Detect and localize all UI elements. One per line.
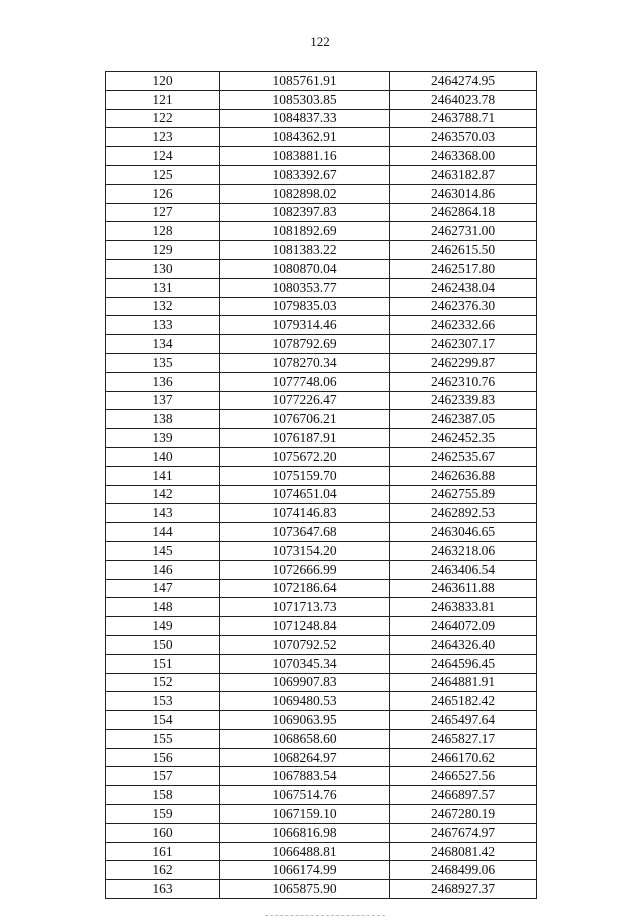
table-row — [106, 823, 537, 842]
point-number-cell: 142 — [106, 485, 220, 504]
y-coordinate-cell: 2463014.86 — [390, 184, 537, 203]
table-row — [106, 673, 537, 692]
x-coordinate-cell: 1076706.21 — [220, 410, 390, 429]
x-coordinate-cell: 1074146.83 — [220, 504, 390, 523]
x-coordinate-cell: 1071713.73 — [220, 598, 390, 617]
point-number-cell: 126 — [106, 184, 220, 203]
point-number-cell: 163 — [106, 880, 220, 899]
point-number-cell: 156 — [106, 748, 220, 767]
point-number-cell: 127 — [106, 203, 220, 222]
point-number-cell: 137 — [106, 391, 220, 410]
point-number-cell: 134 — [106, 335, 220, 354]
x-coordinate-cell: 1069063.95 — [220, 711, 390, 730]
y-coordinate-cell: 2462387.05 — [390, 410, 537, 429]
table-row — [106, 184, 537, 203]
x-coordinate-cell: 1082397.83 — [220, 203, 390, 222]
table-row — [106, 541, 537, 560]
table-row — [106, 147, 537, 166]
x-coordinate-cell: 1069907.83 — [220, 673, 390, 692]
table-row — [106, 372, 537, 391]
y-coordinate-cell: 2463611.88 — [390, 579, 537, 598]
point-number-cell: 136 — [106, 372, 220, 391]
table-row — [106, 259, 537, 278]
x-coordinate-cell: 1079835.03 — [220, 297, 390, 316]
table-row — [106, 654, 537, 673]
x-coordinate-cell: 1067883.54 — [220, 767, 390, 786]
y-coordinate-cell: 2468927.37 — [390, 880, 537, 899]
point-number-cell: 120 — [106, 72, 220, 91]
point-number-cell: 162 — [106, 861, 220, 880]
x-coordinate-cell: 1076187.91 — [220, 429, 390, 448]
scan-artifact-line — [265, 915, 385, 917]
table-row — [106, 598, 537, 617]
table-row — [106, 748, 537, 767]
y-coordinate-cell: 2462376.30 — [390, 297, 537, 316]
x-coordinate-cell: 1070345.34 — [220, 654, 390, 673]
x-coordinate-cell: 1075159.70 — [220, 466, 390, 485]
y-coordinate-cell: 2464596.45 — [390, 654, 537, 673]
y-coordinate-cell: 2462310.76 — [390, 372, 537, 391]
coordinates-table — [105, 71, 537, 899]
point-number-cell: 130 — [106, 259, 220, 278]
table-row — [106, 109, 537, 128]
x-coordinate-cell: 1077748.06 — [220, 372, 390, 391]
point-number-cell: 145 — [106, 541, 220, 560]
table-row — [106, 353, 537, 372]
y-coordinate-cell: 2464326.40 — [390, 635, 537, 654]
y-coordinate-cell: 2466527.56 — [390, 767, 537, 786]
table-row — [106, 729, 537, 748]
point-number-cell: 158 — [106, 786, 220, 805]
table-row — [106, 485, 537, 504]
y-coordinate-cell: 2463570.03 — [390, 128, 537, 147]
x-coordinate-cell: 1072666.99 — [220, 560, 390, 579]
table-row — [106, 335, 537, 354]
y-coordinate-cell: 2462636.88 — [390, 466, 537, 485]
x-coordinate-cell: 1067514.76 — [220, 786, 390, 805]
x-coordinate-cell: 1071248.84 — [220, 617, 390, 636]
table-row — [106, 861, 537, 880]
table-row — [106, 504, 537, 523]
point-number-cell: 135 — [106, 353, 220, 372]
point-number-cell: 139 — [106, 429, 220, 448]
y-coordinate-cell: 2463182.87 — [390, 165, 537, 184]
y-coordinate-cell: 2462731.00 — [390, 222, 537, 241]
point-number-cell: 132 — [106, 297, 220, 316]
table-row — [106, 617, 537, 636]
table-row — [106, 429, 537, 448]
x-coordinate-cell: 1084837.33 — [220, 109, 390, 128]
y-coordinate-cell: 2464023.78 — [390, 90, 537, 109]
table-row — [106, 635, 537, 654]
point-number-cell: 138 — [106, 410, 220, 429]
y-coordinate-cell: 2467674.97 — [390, 823, 537, 842]
y-coordinate-cell: 2464274.95 — [390, 72, 537, 91]
x-coordinate-cell: 1074651.04 — [220, 485, 390, 504]
x-coordinate-cell: 1075672.20 — [220, 447, 390, 466]
point-number-cell: 160 — [106, 823, 220, 842]
point-number-cell: 157 — [106, 767, 220, 786]
table-row — [106, 447, 537, 466]
table-row — [106, 391, 537, 410]
point-number-cell: 140 — [106, 447, 220, 466]
table-row — [106, 466, 537, 485]
point-number-cell: 152 — [106, 673, 220, 692]
point-number-cell: 125 — [106, 165, 220, 184]
y-coordinate-cell: 2462332.66 — [390, 316, 537, 335]
y-coordinate-cell: 2463218.06 — [390, 541, 537, 560]
table-row — [106, 560, 537, 579]
point-number-cell: 153 — [106, 692, 220, 711]
y-coordinate-cell: 2462452.35 — [390, 429, 537, 448]
table-row — [106, 128, 537, 147]
table-row — [106, 203, 537, 222]
table-row — [106, 842, 537, 861]
y-coordinate-cell: 2462755.89 — [390, 485, 537, 504]
point-number-cell: 147 — [106, 579, 220, 598]
table-row — [106, 90, 537, 109]
x-coordinate-cell: 1069480.53 — [220, 692, 390, 711]
y-coordinate-cell: 2463406.54 — [390, 560, 537, 579]
point-number-cell: 154 — [106, 711, 220, 730]
x-coordinate-cell: 1066488.81 — [220, 842, 390, 861]
point-number-cell: 151 — [106, 654, 220, 673]
y-coordinate-cell: 2462864.18 — [390, 203, 537, 222]
y-coordinate-cell: 2463788.71 — [390, 109, 537, 128]
x-coordinate-cell: 1080353.77 — [220, 278, 390, 297]
point-number-cell: 141 — [106, 466, 220, 485]
x-coordinate-cell: 1083392.67 — [220, 165, 390, 184]
table-row — [106, 880, 537, 899]
x-coordinate-cell: 1073154.20 — [220, 541, 390, 560]
x-coordinate-cell: 1067159.10 — [220, 805, 390, 824]
table-row — [106, 165, 537, 184]
point-number-cell: 146 — [106, 560, 220, 579]
y-coordinate-cell: 2462339.83 — [390, 391, 537, 410]
x-coordinate-cell: 1085761.91 — [220, 72, 390, 91]
table-row — [106, 316, 537, 335]
y-coordinate-cell: 2462615.50 — [390, 241, 537, 260]
x-coordinate-cell: 1079314.46 — [220, 316, 390, 335]
y-coordinate-cell: 2464881.91 — [390, 673, 537, 692]
x-coordinate-cell: 1065875.90 — [220, 880, 390, 899]
x-coordinate-cell: 1070792.52 — [220, 635, 390, 654]
point-number-cell: 124 — [106, 147, 220, 166]
table-row — [106, 222, 537, 241]
y-coordinate-cell: 2462438.04 — [390, 278, 537, 297]
x-coordinate-cell: 1080870.04 — [220, 259, 390, 278]
y-coordinate-cell: 2465182.42 — [390, 692, 537, 711]
point-number-cell: 131 — [106, 278, 220, 297]
point-number-cell: 161 — [106, 842, 220, 861]
x-coordinate-cell: 1081892.69 — [220, 222, 390, 241]
point-number-cell: 149 — [106, 617, 220, 636]
x-coordinate-cell: 1072186.64 — [220, 579, 390, 598]
y-coordinate-cell: 2465497.64 — [390, 711, 537, 730]
table-row — [106, 786, 537, 805]
point-number-cell: 150 — [106, 635, 220, 654]
table-row — [106, 692, 537, 711]
y-coordinate-cell: 2466897.57 — [390, 786, 537, 805]
y-coordinate-cell: 2465827.17 — [390, 729, 537, 748]
point-number-cell: 128 — [106, 222, 220, 241]
table-row — [106, 579, 537, 598]
y-coordinate-cell: 2468499.06 — [390, 861, 537, 880]
table-row — [106, 805, 537, 824]
x-coordinate-cell: 1084362.91 — [220, 128, 390, 147]
x-coordinate-cell: 1066816.98 — [220, 823, 390, 842]
y-coordinate-cell: 2462517.80 — [390, 259, 537, 278]
x-coordinate-cell: 1083881.16 — [220, 147, 390, 166]
y-coordinate-cell: 2467280.19 — [390, 805, 537, 824]
x-coordinate-cell: 1085303.85 — [220, 90, 390, 109]
y-coordinate-cell: 2462299.87 — [390, 353, 537, 372]
point-number-cell: 133 — [106, 316, 220, 335]
point-number-cell: 144 — [106, 523, 220, 542]
y-coordinate-cell: 2462307.17 — [390, 335, 537, 354]
x-coordinate-cell: 1081383.22 — [220, 241, 390, 260]
table-row — [106, 523, 537, 542]
table-row — [106, 711, 537, 730]
coordinates-table-body — [106, 72, 537, 899]
y-coordinate-cell: 2463368.00 — [390, 147, 537, 166]
table-row — [106, 72, 537, 91]
point-number-cell: 122 — [106, 109, 220, 128]
y-coordinate-cell: 2462892.53 — [390, 504, 537, 523]
point-number-cell: 129 — [106, 241, 220, 260]
x-coordinate-cell: 1077226.47 — [220, 391, 390, 410]
page-number: 122 — [310, 34, 330, 49]
x-coordinate-cell: 1082898.02 — [220, 184, 390, 203]
y-coordinate-cell: 2468081.42 — [390, 842, 537, 861]
table-row — [106, 241, 537, 260]
point-number-cell: 121 — [106, 90, 220, 109]
point-number-cell: 148 — [106, 598, 220, 617]
x-coordinate-cell: 1068658.60 — [220, 729, 390, 748]
table-row — [106, 297, 537, 316]
y-coordinate-cell: 2463046.65 — [390, 523, 537, 542]
point-number-cell: 143 — [106, 504, 220, 523]
table-row — [106, 278, 537, 297]
x-coordinate-cell: 1078270.34 — [220, 353, 390, 372]
y-coordinate-cell: 2462535.67 — [390, 447, 537, 466]
table-row — [106, 767, 537, 786]
point-number-cell: 159 — [106, 805, 220, 824]
x-coordinate-cell: 1066174.99 — [220, 861, 390, 880]
point-number-cell: 155 — [106, 729, 220, 748]
x-coordinate-cell: 1078792.69 — [220, 335, 390, 354]
y-coordinate-cell: 2463833.81 — [390, 598, 537, 617]
x-coordinate-cell: 1068264.97 — [220, 748, 390, 767]
table-row — [106, 410, 537, 429]
x-coordinate-cell: 1073647.68 — [220, 523, 390, 542]
point-number-cell: 123 — [106, 128, 220, 147]
y-coordinate-cell: 2464072.09 — [390, 617, 537, 636]
y-coordinate-cell: 2466170.62 — [390, 748, 537, 767]
